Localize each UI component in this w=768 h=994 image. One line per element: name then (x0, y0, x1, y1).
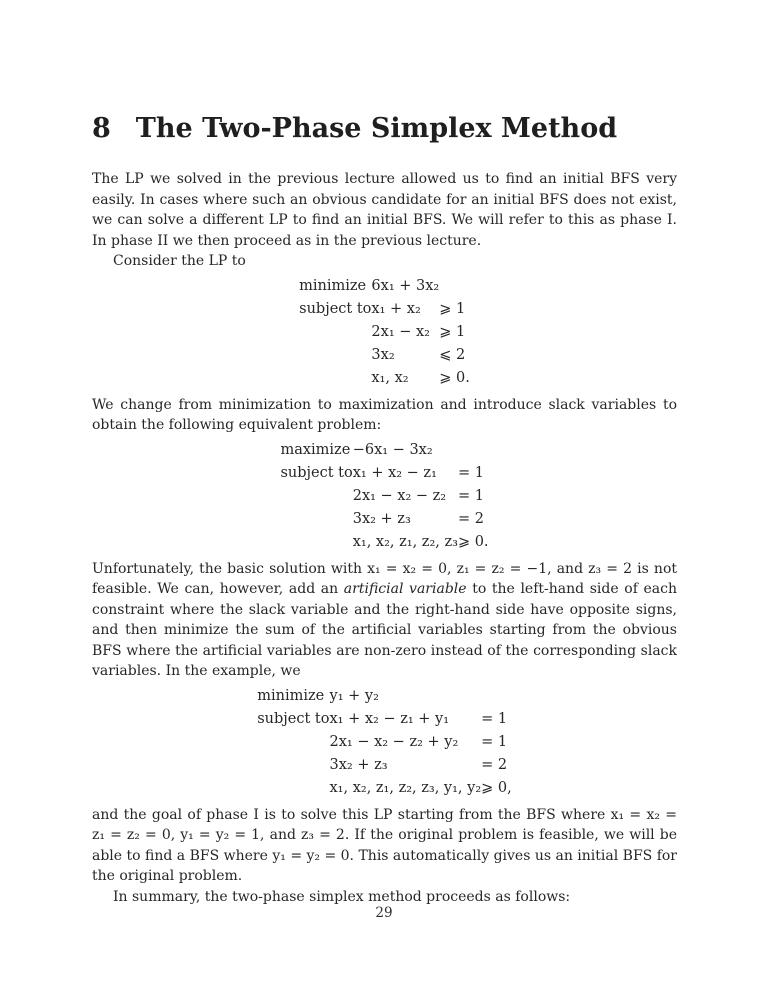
lp-row (280, 508, 488, 531)
lp-row-label (299, 321, 371, 344)
lp-row-relation: ⩾ 1 (439, 300, 466, 317)
lp-row-relation (458, 439, 489, 462)
paragraph-slack-intro: We change from minimization to maximization and introduce slack variables to obtain the following equivalent problem: (92, 396, 677, 433)
paragraph-consider: Consider the LP to (113, 253, 246, 269)
lp-row-relation: ⩾ 1 (439, 323, 466, 340)
artificial-variable-emphasis: artificial variable (343, 581, 467, 597)
lp-original-display (92, 275, 677, 390)
lp-row-label: subject to (299, 300, 372, 317)
lp-row-expression: x₁ + x₂ − z₁ + y₁ (329, 710, 450, 727)
lp-row-label: subject to (257, 710, 330, 727)
lp-row (280, 439, 488, 462)
lp-slack-table (280, 439, 488, 554)
lp-row-relation: = 1 (457, 487, 484, 504)
lp-row-label (299, 344, 371, 367)
lp-row (299, 275, 470, 298)
lp-row-expression: 3x₂ (371, 346, 395, 363)
lp-row-label (257, 754, 329, 777)
lp-row (257, 754, 512, 777)
lp-artificial-table (257, 685, 512, 800)
lp-row-label: maximize (280, 441, 351, 458)
lp-row-label (280, 485, 352, 508)
lp-row-label (257, 731, 329, 754)
lp-row-expression: x₁ + x₂ − z₁ (352, 464, 437, 481)
lp-row-expression: x₁, x₂ (371, 369, 409, 386)
lp-slack-display (92, 439, 677, 554)
lp-row-label (280, 531, 352, 554)
page-number: 29 (375, 905, 393, 921)
lp-row (299, 321, 470, 344)
lp-row-relation: = 2 (481, 756, 508, 773)
lp-row-relation: ⩾ 0. (457, 533, 489, 550)
lp-row-relation: = 1 (481, 733, 508, 750)
lp-row (257, 685, 512, 708)
lp-artificial-display (92, 685, 677, 800)
lp-row-expression: 2x₁ − x₂ (371, 323, 430, 340)
paragraph-infeasible (92, 559, 677, 682)
lp-row-relation (481, 685, 512, 708)
paragraph-intro: The LP we solved in the previous lecture allowed us to find an initial BFS very easily. In cases where such an obvious candidate for an initial BFS does not exist, we can solve a different LP to find an initial BFS. We will refer to this as phase I. In phase II we then proceed as in the previous lecture. (92, 171, 677, 249)
lp-row (280, 485, 488, 508)
lp-row-expression: x₁, x₂, z₁, z₂, z₃ (352, 533, 458, 550)
lp-row-expression: −6x₁ − 3x₂ (352, 441, 433, 458)
lp-row-label: minimize (299, 277, 367, 294)
lp-row (257, 708, 512, 731)
section-heading (92, 112, 677, 146)
lp-row (280, 531, 488, 554)
lp-row-label: minimize (257, 687, 325, 704)
paragraph-summary: In summary, the two-phase simplex method proceeds as follows: (113, 888, 571, 905)
lp-row (299, 344, 470, 367)
section-number: 8 (92, 113, 111, 144)
page-content (92, 112, 677, 907)
lp-row-label (257, 777, 329, 800)
lp-row-expression: 2x₁ − x₂ − z₂ (352, 487, 447, 504)
lp-row (280, 462, 488, 485)
lp-row (257, 777, 512, 800)
lp-row-expression: x₁, x₂, z₁, z₂, z₃, y₁, y₂ (329, 779, 482, 796)
lp-row (299, 298, 470, 321)
lp-row-relation: = 1 (457, 464, 484, 481)
lp-row-label (280, 508, 352, 531)
lp-row-relation: ⩽ 2 (439, 346, 466, 363)
lp-row-relation: = 2 (457, 510, 484, 527)
section-title: The Two-Phase Simplex Method (135, 113, 618, 144)
lp-row (257, 731, 512, 754)
lp-row-relation: ⩾ 0. (439, 369, 470, 386)
lp-row-label: subject to (280, 464, 353, 481)
infeasible-text-post: to the left-hand side of each constraint where the slack variable and the right-hand side have opposite signs, and then minimize the sum of the artificial variables starting from the obvious BFS where the artificial variables are non-zero instead of the corresponding slack variables. In the example, we (92, 581, 678, 679)
lp-row-expression: 2x₁ − x₂ − z₂ + y₂ (329, 733, 459, 750)
lp-row-expression: x₁ + x₂ (371, 300, 421, 317)
lp-row-relation: ⩾ 0, (481, 779, 512, 796)
lp-row-label (299, 367, 371, 390)
lp-row-expression: 3x₂ + z₃ (352, 510, 411, 527)
lp-row-relation: = 1 (481, 710, 508, 727)
lp-original-table (299, 275, 470, 390)
paragraph-phase1-goal: and the goal of phase I is to solve this LP starting from the BFS where x₁ = x₂ = z₁ = z₂ = 0, y₁ = y₂ = 1, and z₃ = 2. If the original problem is feasible, we will be able to find a BFS where y₁ = y₂ = 0. This automatically gives us an initial BFS for the original problem. (92, 806, 677, 884)
lp-row-expression: 3x₂ + z₃ (329, 756, 388, 773)
lp-row-relation (439, 275, 470, 298)
lp-row (299, 367, 470, 390)
lp-row-expression: y₁ + y₂ (329, 687, 379, 704)
lp-row-expression: 6x₁ + 3x₂ (371, 277, 440, 294)
infeasible-text-pre: Unfortunately, the basic solution with x₁ = x₂ = 0, z₁ = z₂ = −1, and z₃ = 2 is not feasible. We can, however, add an (92, 560, 677, 597)
